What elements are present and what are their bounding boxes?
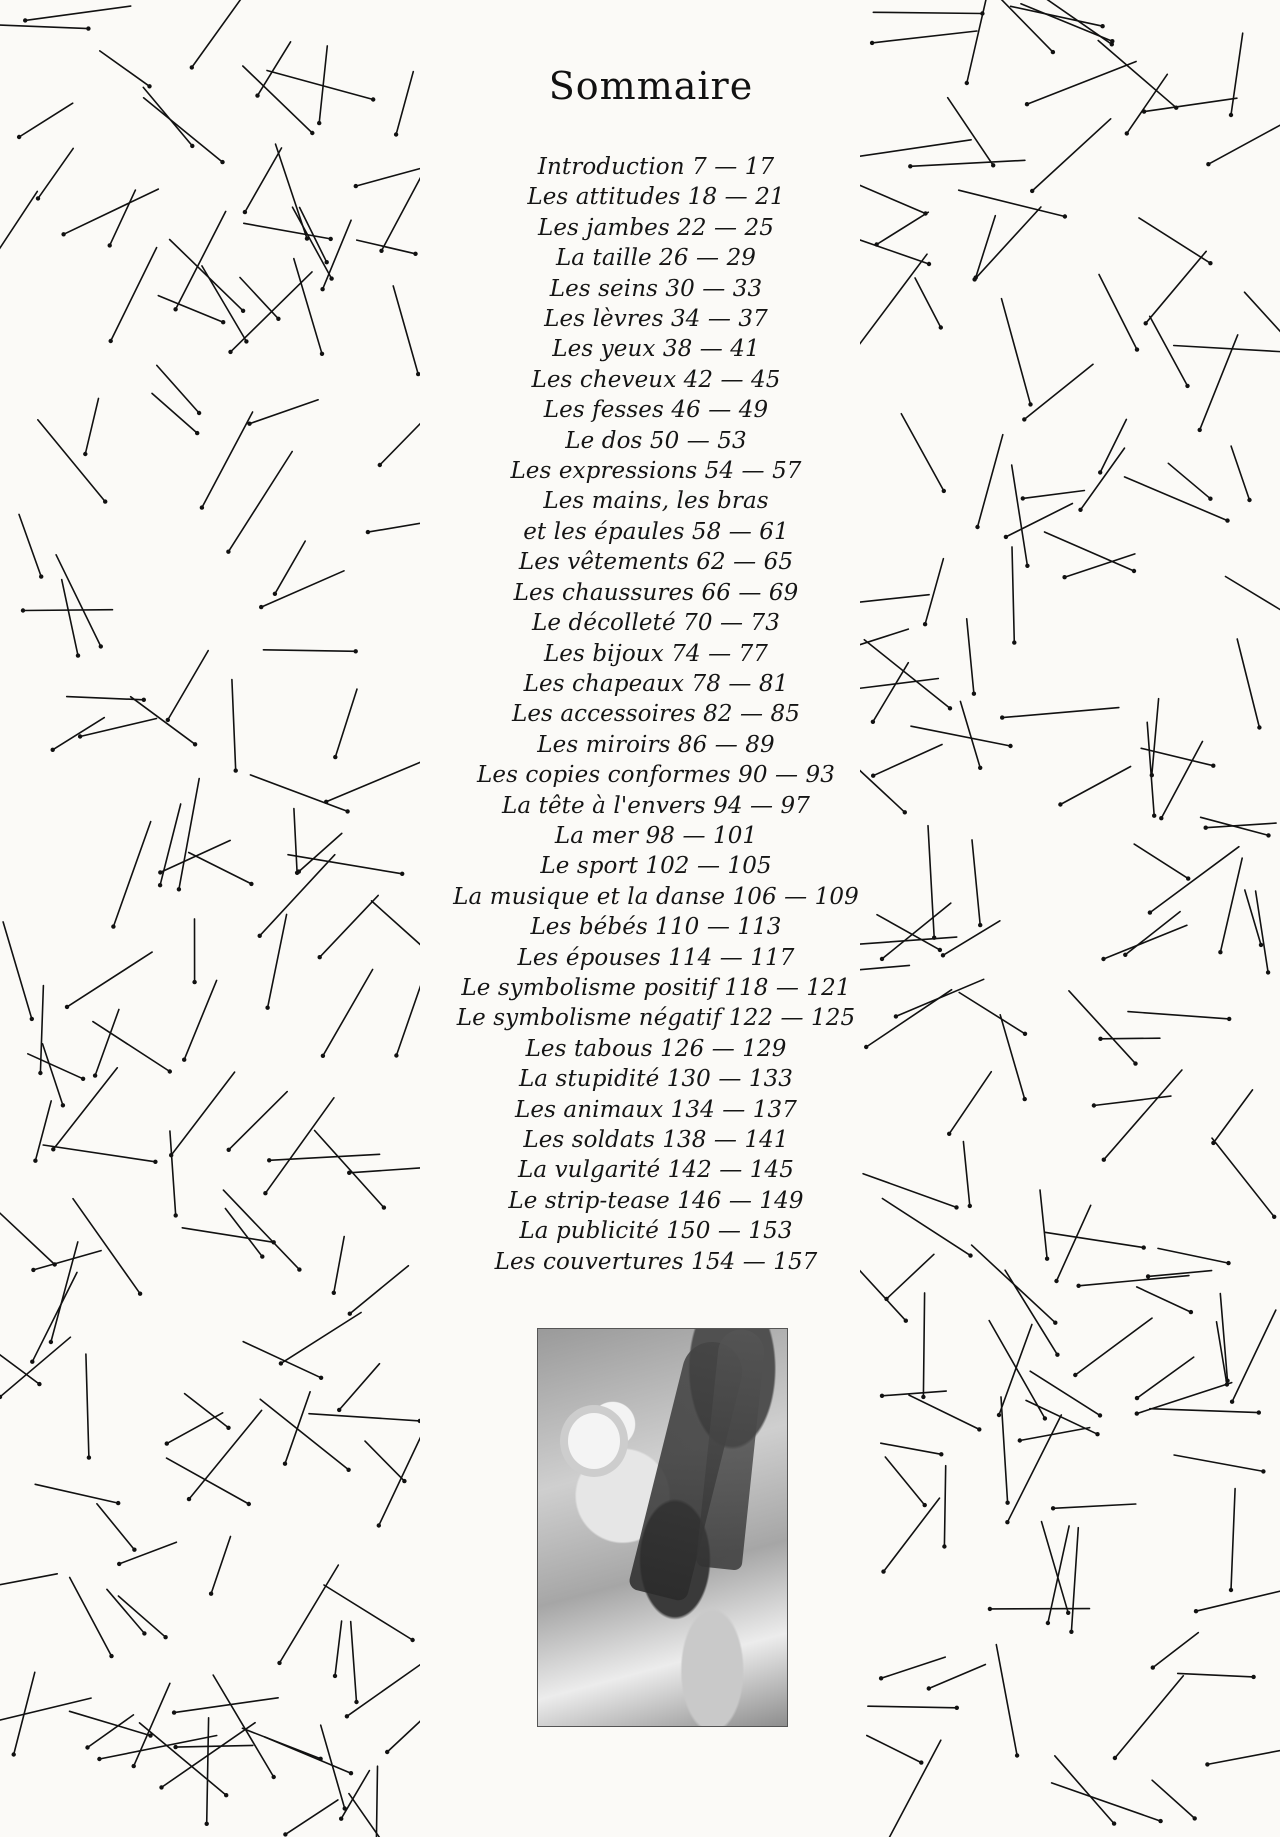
hairpin-head (1261, 1469, 1265, 1473)
hairpin-head (1125, 131, 1129, 135)
hairpin (107, 1589, 144, 1633)
hairpin-head (904, 1319, 908, 1323)
hairpin-head (272, 1775, 276, 1779)
hairpin-head (318, 1757, 322, 1761)
hairpin-head (410, 1638, 414, 1642)
hairpin-head (337, 1408, 341, 1412)
hairpin (365, 1441, 404, 1481)
hairpin-head (1055, 1353, 1059, 1357)
hairpin-head (346, 1468, 350, 1472)
toc-entry: Les chapeaux 78 — 81 (523, 670, 789, 697)
hairpin-head (1054, 1279, 1058, 1283)
hairpin (1071, 1528, 1078, 1632)
hairpin (1053, 1504, 1136, 1508)
hairpin (1055, 1756, 1114, 1824)
hairpin-head (921, 1395, 925, 1399)
hairpin (996, 1645, 1017, 1756)
hairpin-head (955, 1706, 959, 1710)
hairpin-head (1205, 1762, 1209, 1766)
hairpin-head (1051, 50, 1055, 54)
hairpin-head (87, 1455, 91, 1459)
hairpin (140, 1723, 227, 1795)
hairpin-head (1095, 1432, 1099, 1436)
toc-entry: Les yeux 38 — 41 (552, 336, 760, 363)
hairpin (1152, 1780, 1195, 1818)
hairpin (944, 1466, 945, 1547)
page-title: Sommaire (548, 64, 754, 108)
hairpin-head (1076, 1284, 1080, 1288)
toc-entry: Les miroirs 86 — 89 (537, 731, 775, 758)
hairpin (0, 25, 88, 29)
hairpin-head (1135, 1411, 1139, 1415)
toc-entry: La publicité 150 — 153 (519, 1218, 793, 1245)
toc-entry: Les tabous 126 — 129 (525, 1035, 787, 1062)
hairpin-head (190, 144, 194, 148)
hairpin (309, 1414, 420, 1421)
hairpin-head (117, 1562, 121, 1566)
hairpin (281, 1313, 361, 1364)
hairpin-head (988, 1607, 992, 1611)
hairpin-head (1043, 1416, 1047, 1420)
hairpin-head (1112, 1821, 1116, 1825)
toc-entry: Les couvertures 154 — 157 (494, 1248, 818, 1275)
hairpin-head (1230, 1400, 1234, 1404)
hairpin (1005, 1270, 1057, 1355)
hairpin-head (1113, 1756, 1117, 1760)
hairpin (70, 1578, 112, 1657)
hairpin-head (1051, 1506, 1055, 1510)
hairpin-head (132, 1548, 136, 1552)
hairpin-head (23, 18, 27, 22)
hairpin-head (138, 1292, 142, 1296)
hairpin-head (30, 1360, 34, 1364)
hairpin-head (116, 1501, 120, 1505)
toc-entry: La vulgarité 142 — 145 (517, 1157, 795, 1184)
hairpin-head (919, 1760, 923, 1764)
hairpin-head (1018, 1438, 1022, 1442)
hairpin (35, 1484, 118, 1503)
hairpin (882, 1391, 946, 1396)
hairpin (1137, 1287, 1191, 1312)
hairpin-head (939, 1452, 943, 1456)
hairpin (349, 1794, 391, 1837)
hairpin-head (927, 1686, 931, 1690)
toc-entry: Les copies conformes 90 — 93 (477, 762, 835, 789)
hairpin-head (385, 1750, 389, 1754)
hairpin (872, 31, 977, 43)
hairpin (1030, 1371, 1100, 1415)
hairpin-head (283, 1462, 287, 1466)
hairpin (1231, 1489, 1235, 1590)
toc-entry: Les cheveux 42 — 45 (531, 366, 781, 393)
hairpin-head (165, 1441, 169, 1445)
hairpin (909, 1395, 979, 1429)
toc-entry: et les épaules 58 — 61 (523, 518, 789, 545)
hairpin-head (977, 1427, 981, 1431)
hairpin-head (345, 1714, 349, 1718)
toc-entry: Les soldats 138 — 141 (523, 1127, 789, 1153)
hairpin-head (37, 1382, 41, 1386)
hairpin (1178, 1673, 1254, 1677)
toc-entry: La musique et la danse 106 — 109 (453, 883, 859, 910)
hairpin-head (310, 131, 314, 135)
pin-up-illustration (537, 1328, 788, 1727)
hairpin-head (319, 1376, 323, 1380)
hairpin (339, 1364, 379, 1410)
hairpin-head (142, 1631, 146, 1635)
toc-entry: Les attitudes 18 — 21 (527, 184, 785, 211)
hairpin (0, 1337, 70, 1397)
hairpin (923, 1293, 924, 1397)
hairpin (1021, 4, 1112, 41)
toc-entry: Les bébés 110 — 113 (530, 914, 782, 941)
hairpin-head (377, 1523, 381, 1527)
hairpin (379, 1422, 420, 1525)
hairpin-head (86, 26, 90, 30)
table-of-contents (0, 152, 1280, 1277)
toc-entry: Le dos 50 — 53 (565, 427, 747, 454)
toc-entry: Les mains, les bras (543, 488, 769, 515)
hairpin (1153, 1633, 1199, 1668)
hairpin-head (159, 1785, 163, 1789)
hairpin-head (224, 1793, 228, 1797)
hairpin-head (349, 1771, 353, 1775)
hairpin-head (1110, 39, 1114, 43)
illustration-face (568, 1413, 620, 1469)
hairpin-head (1066, 1611, 1070, 1615)
hairpin-head (187, 1497, 191, 1501)
toc-entry: Les animaux 134 — 137 (514, 1096, 798, 1123)
toc-entry: Les jambes 22 — 25 (537, 214, 775, 241)
hairpin-head (49, 1340, 53, 1344)
hairpin-head (1073, 1373, 1077, 1377)
hairpin (881, 1657, 945, 1678)
toc-entry: Les chaussures 66 — 69 (513, 579, 799, 606)
hairpin (0, 1574, 57, 1588)
hairpin (1001, 1397, 1008, 1503)
hairpin-head (348, 1312, 352, 1316)
hairpin (1075, 1318, 1152, 1375)
toc-entry: Les seins 30 — 33 (549, 275, 763, 302)
hairpin-head (277, 1661, 281, 1665)
hairpin (376, 1766, 377, 1837)
hairpin (885, 1740, 941, 1837)
toc-entry: Le sport 102 — 105 (540, 853, 772, 880)
hairpin-head (1151, 1665, 1155, 1669)
hairpin-head (163, 1635, 167, 1639)
hairpin (86, 1354, 89, 1458)
hairpin-head (1257, 1410, 1261, 1414)
toc-entry: Les bijoux 74 — 77 (543, 640, 769, 667)
hairpin (280, 1565, 339, 1663)
hairpin (1079, 1276, 1189, 1286)
hairpin-head (172, 1710, 176, 1714)
hairpin-head (85, 1745, 89, 1749)
hairpin (32, 1272, 77, 1361)
hairpin (881, 1443, 942, 1454)
toc-entry: Les accessoires 82 — 85 (511, 701, 801, 728)
toc-entry: La tête à l'envers 94 — 97 (502, 792, 810, 819)
hairpin-head (279, 1361, 283, 1365)
hairpin-head (1194, 1609, 1198, 1613)
hairpin-head (12, 1752, 16, 1756)
toc-entry: Le symbolisme positif 118 — 121 (461, 974, 851, 1001)
hairpin-head (923, 1503, 927, 1507)
hairpin (884, 1498, 940, 1572)
hairpin (1137, 1357, 1194, 1398)
hairpin-head (1225, 1382, 1229, 1386)
toc-entry: Introduction 7 — 17 (537, 154, 775, 180)
hairpin-head (880, 1394, 884, 1398)
hairpin (1042, 1522, 1069, 1613)
hairpin-head (317, 121, 321, 125)
hairpin (167, 1413, 223, 1444)
hairpin (88, 1715, 134, 1748)
toc-entry: Le décolleté 70 — 73 (532, 610, 780, 637)
hairpin (335, 1621, 342, 1676)
hairpin (119, 1542, 176, 1564)
hairpin (324, 1585, 413, 1640)
hairpin (1115, 1676, 1183, 1758)
hairpin (19, 103, 73, 137)
hairpin (1026, 1400, 1098, 1434)
toc-entry: Les lèvres 34 — 37 (544, 306, 768, 333)
hairpin-head (1193, 1816, 1197, 1820)
hairpin-head (226, 1426, 230, 1430)
hairpin-head (884, 1297, 888, 1301)
hairpin-head (97, 1757, 101, 1761)
hairpin-head (247, 1502, 251, 1506)
hairpin-head (332, 1291, 336, 1295)
hairpin (243, 1342, 321, 1378)
hairpin-head (1189, 1310, 1193, 1314)
hairpin (351, 1622, 357, 1702)
hairpin (176, 1745, 253, 1747)
hairpin-head (1100, 24, 1104, 28)
hairpin-head (209, 1592, 213, 1596)
hairpin (347, 1659, 420, 1716)
hairpin-head (1005, 1501, 1009, 1505)
hairpin-head (1015, 1753, 1019, 1757)
hairpin (1232, 1310, 1276, 1402)
hairpin-head (205, 1822, 209, 1826)
hairpin-head (1005, 1520, 1009, 1524)
toc-entry: Le strip-tease 146 — 149 (508, 1187, 804, 1214)
hairpin (387, 1711, 420, 1752)
toc-entry: Le symbolisme négatif 122 — 125 (456, 1005, 856, 1032)
hairpin-head (1229, 1588, 1233, 1592)
hairpin-head (333, 1674, 337, 1678)
toc-entry: Les épouses 114 — 117 (517, 944, 795, 971)
hairpin (174, 1698, 278, 1713)
toc-entry: La mer 98 — 101 (554, 822, 758, 849)
hairpin (341, 1771, 369, 1819)
hairpin-head (1251, 1675, 1255, 1679)
hairpin-head (1158, 1819, 1162, 1823)
toc-entry: Les fesses 46 — 49 (543, 397, 769, 424)
hairpin-head (1098, 1413, 1102, 1417)
hairpin-head (1135, 1396, 1139, 1400)
hairpin (285, 1800, 338, 1835)
hairpin-head (1229, 113, 1233, 117)
hairpin-head (402, 1479, 406, 1483)
hairpin (285, 1392, 310, 1464)
hairpin-head (879, 1676, 883, 1680)
hairpin-head (339, 1817, 343, 1821)
hairpin (25, 6, 131, 20)
hairpin (192, 0, 258, 67)
hairpin (989, 1321, 1045, 1419)
hairpin-head (1053, 1321, 1057, 1325)
hairpin (867, 1736, 922, 1763)
hairpin-head (418, 1419, 420, 1423)
hairpin-head (343, 1806, 347, 1810)
hairpin-head (283, 1832, 287, 1836)
hairpin (207, 1718, 209, 1824)
hairpin-head (17, 135, 21, 139)
hairpin (1207, 1744, 1280, 1764)
hairpin (167, 1458, 249, 1504)
hairpin-head (109, 1654, 113, 1658)
hairpin (189, 1410, 262, 1499)
hairpin-head (132, 1764, 136, 1768)
toc-entry: Les vêtements 62 — 65 (518, 549, 794, 576)
hairpin-head (881, 1569, 885, 1573)
hairpin (1196, 1591, 1280, 1611)
hairpin (1174, 1455, 1263, 1471)
hairpin (929, 1665, 986, 1689)
hairpin (134, 1683, 170, 1766)
toc-entry: Les expressions 54 — 57 (510, 458, 802, 485)
hairpin (321, 1725, 345, 1808)
hairpin (97, 1504, 134, 1550)
hairpin (868, 1706, 957, 1708)
hairpin-head (173, 1745, 177, 1749)
toc-entry: La stupidité 130 — 133 (518, 1066, 794, 1093)
hairpin-head (1046, 1621, 1050, 1625)
hairpin-head (870, 41, 874, 45)
hairpin-head (942, 1544, 946, 1548)
hairpin-head (354, 1700, 358, 1704)
hairpin-head (394, 132, 398, 136)
hairpin (0, 1698, 91, 1726)
hairpin (213, 1675, 274, 1777)
toc-entry: La taille 26 — 29 (555, 245, 757, 272)
hairpin (1150, 1409, 1259, 1413)
hairpin (211, 1537, 230, 1594)
hairpin-head (997, 1413, 1001, 1417)
hairpin (873, 12, 982, 13)
hairpin (185, 1394, 229, 1428)
hairpin-head (1069, 1630, 1073, 1634)
hairpin (885, 1457, 924, 1505)
